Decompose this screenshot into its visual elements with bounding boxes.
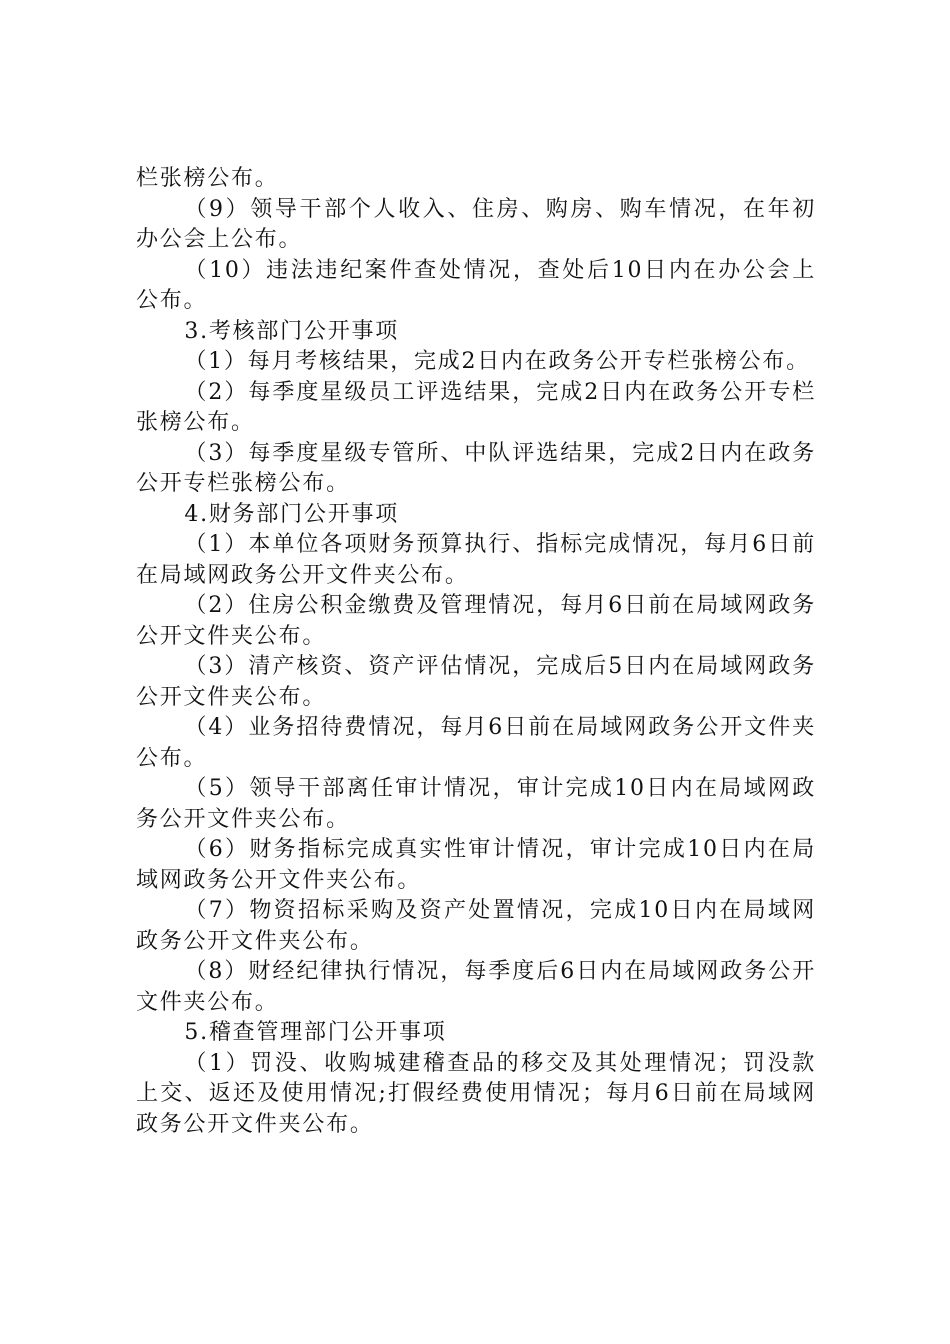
paragraph-item: （1）罚没、收购城建稽查品的移交及其处理情况；罚没款上交、返还及使用情况;打假经费使用情况；每月6日前在局域网政务公开文件夹公布。 [136, 1050, 816, 1137]
paragraph-item: （4）业务招待费情况，每月6日前在局域网政务公开文件夹公布。 [136, 715, 816, 771]
paragraph-item: （9）领导干部个人收入、住房、购房、购车情况，在年初办公会上公布。 [136, 196, 816, 252]
paragraph-item: （2）每季度星级员工评选结果，完成2日内在政务公开专栏张榜公布。 [136, 379, 816, 435]
paragraph-item: （6）财务指标完成真实性审计情况，审计完成10日内在局域网政务公开文件夹公布。 [136, 837, 816, 893]
paragraph-item: （7）物资招标采购及资产处置情况，完成10日内在局域网政务公开文件夹公布。 [136, 898, 816, 954]
paragraph-item: （3）清产核资、资产评估情况，完成后5日内在局域网政务公开文件夹公布。 [136, 654, 816, 710]
paragraph-item: （1）每月考核结果，完成2日内在政务公开专栏张榜公布。 [184, 349, 810, 374]
paragraph-item: （10）违法违纪案件查处情况，查处后10日内在办公会上公布。 [136, 257, 816, 313]
paragraph-item: （1）本单位各项财务预算执行、指标完成情况，每月6日前在局域网政务公开文件夹公布。 [136, 532, 816, 588]
section-heading: 4.财务部门公开事项 [184, 501, 399, 527]
document-page [136, 164, 816, 1140]
section-heading: 3.考核部门公开事项 [184, 318, 399, 344]
paragraph-item: （2）住房公积金缴费及管理情况，每月6日前在局域网政务公开文件夹公布。 [136, 593, 816, 649]
paragraph-continuation: 栏张榜公布。 [136, 166, 279, 191]
paragraph-item: （5）领导干部离任审计情况，审计完成10日内在局域网政务公开文件夹公布。 [136, 776, 816, 832]
paragraph-item: （3）每季度星级专管所、中队评选结果，完成2日内在政务公开专栏张榜公布。 [136, 440, 816, 496]
paragraph-item: （8）财经纪律执行情况，每季度后6日内在局域网政务公开文件夹公布。 [136, 959, 816, 1015]
section-heading: 5.稽查管理部门公开事项 [184, 1020, 447, 1045]
